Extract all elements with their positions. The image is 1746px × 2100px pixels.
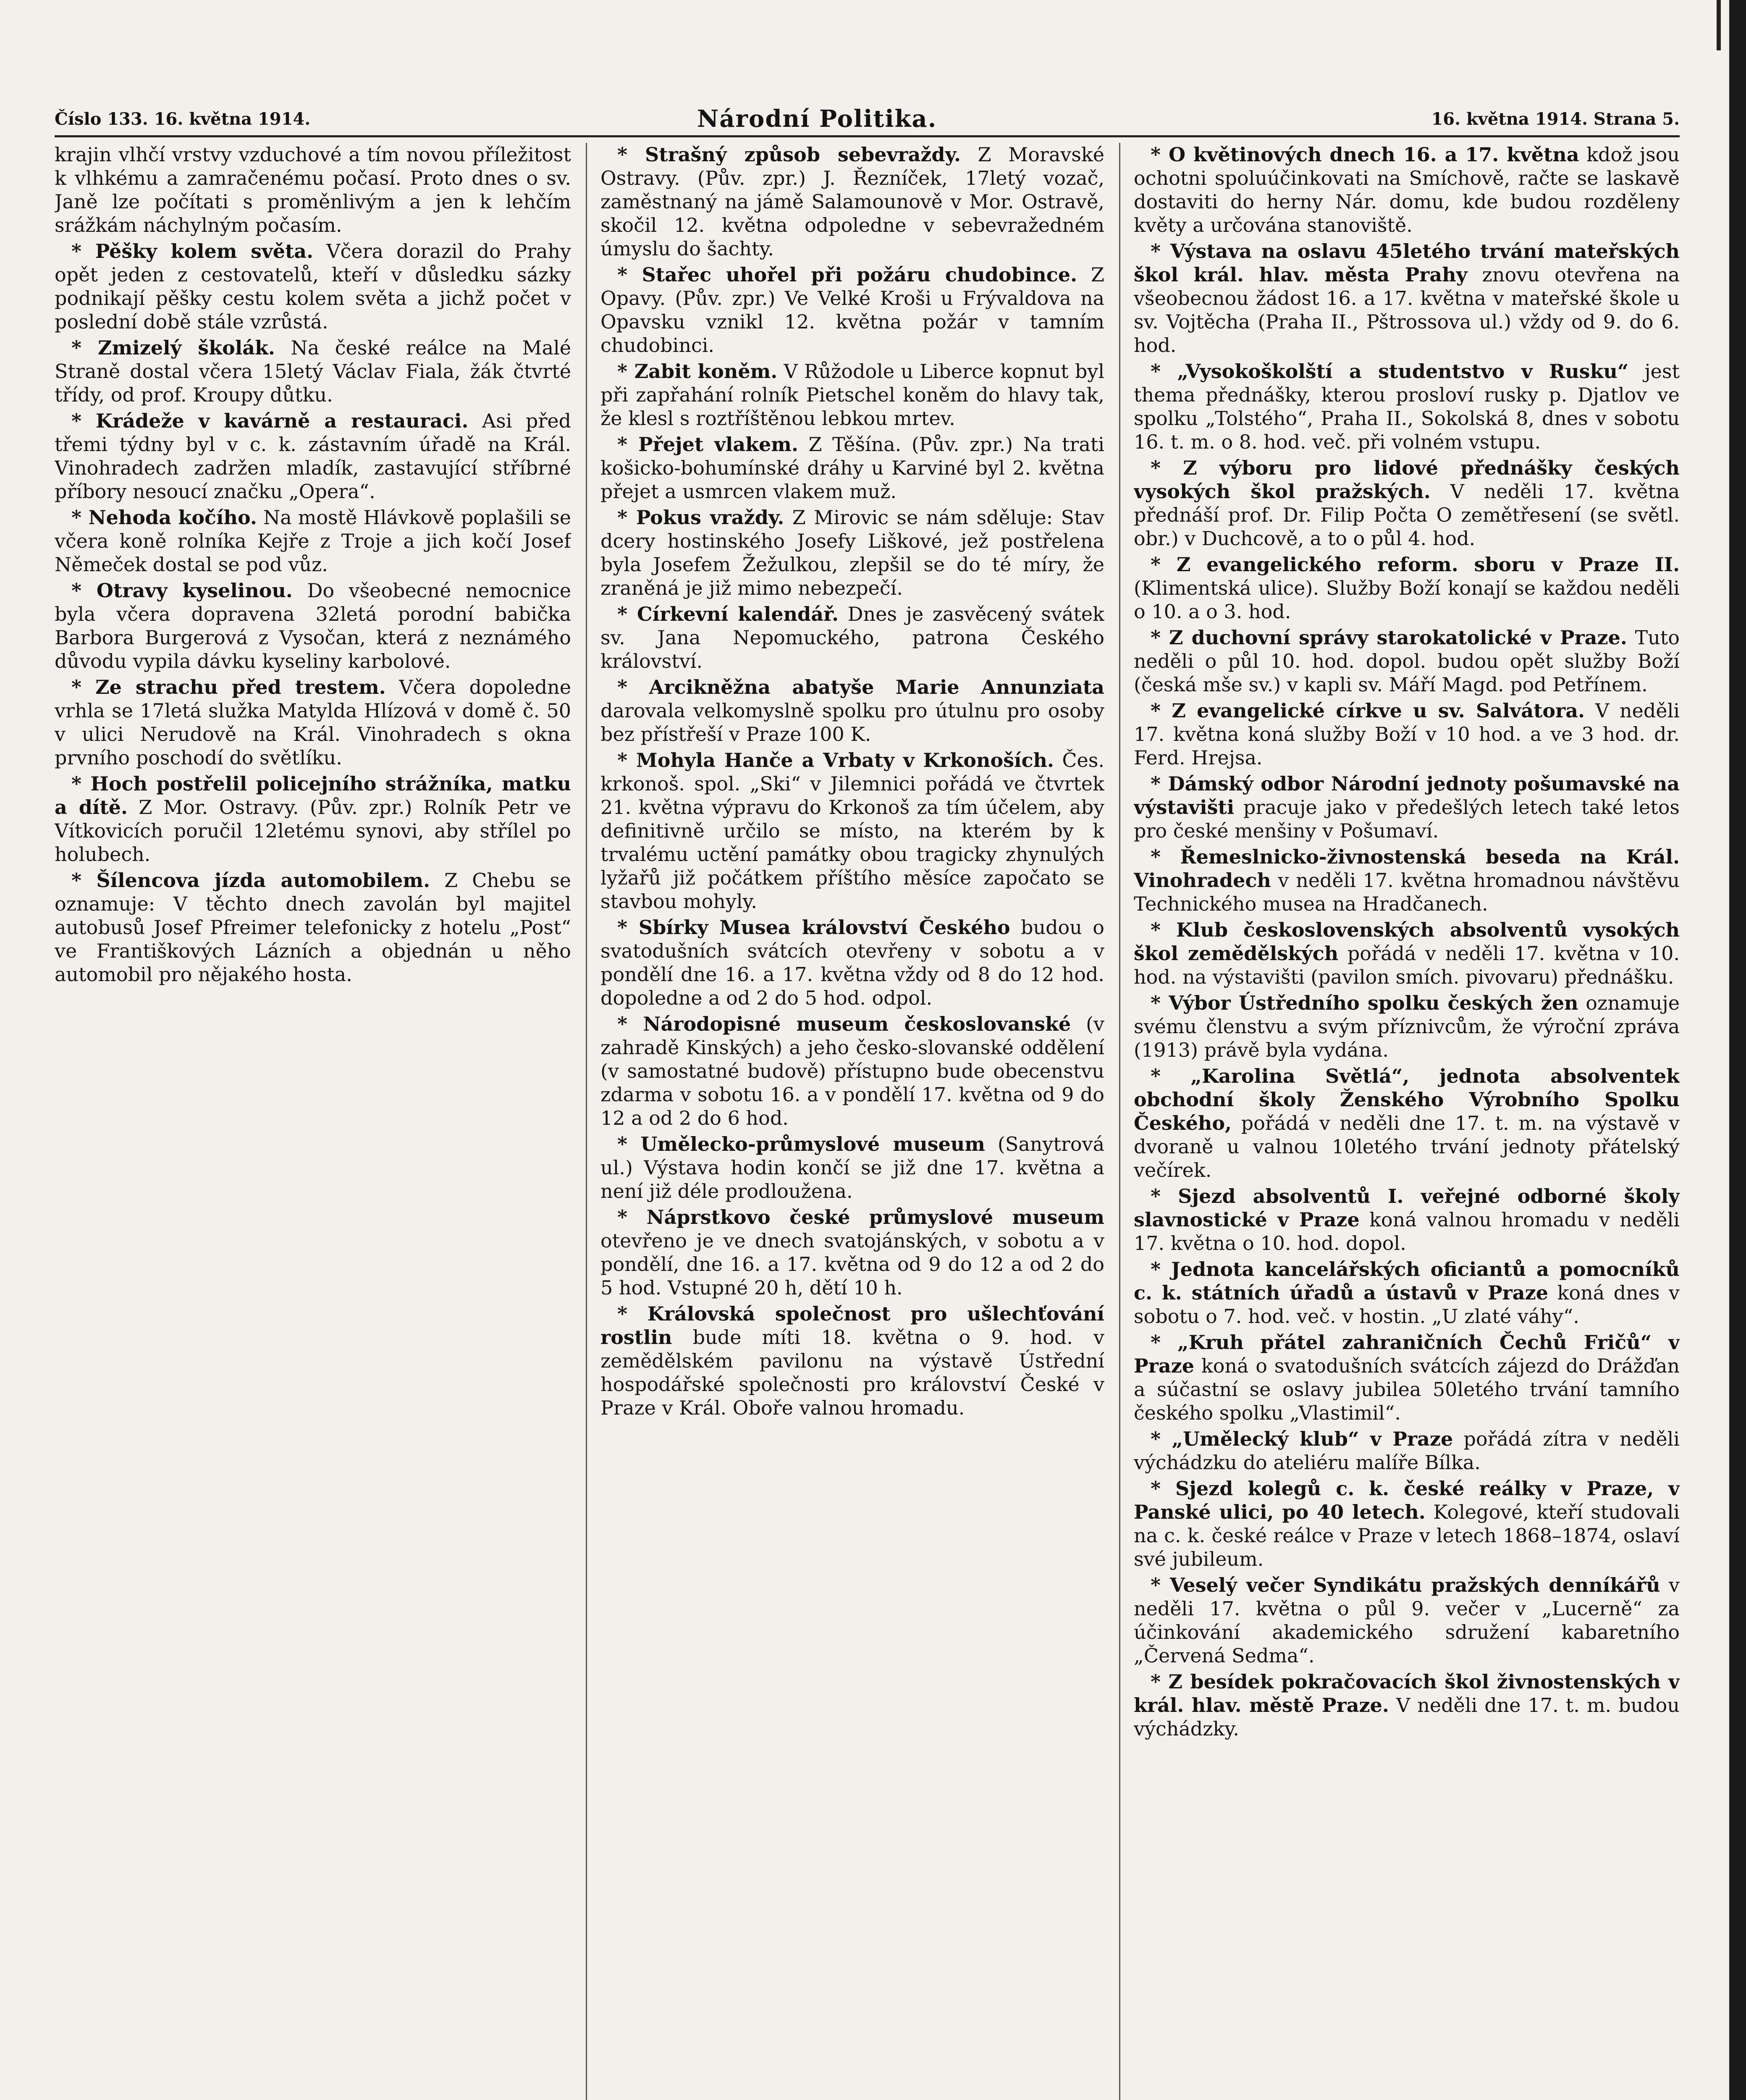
article-text: Z Mirovic se nám sděluje: Stav dcery hostinského Josefy Liškové, jež postřelena byla Josefem Žežulkou, zlepšil se do té míry, že zraněná je již mimo nebezpečí. [600, 506, 1104, 599]
article-title: * Krádeže v kavárně a restauraci. [71, 410, 469, 432]
article-text: v neděli 17. května o půl 9. večer v „Lucerně“ za účinkování akademického sdružení kabaretního „Červená Sedma“. [1134, 1574, 1680, 1667]
article-text: koná valnou hromadu v neděli 17. května o 10. hod. dopol. [1134, 1208, 1680, 1255]
article-text: V neděli 17. května přednáší prof. Dr. Filip Počta O zemětřesení (se světl. obr.) v Duchcově, a to o půl 4. hod. [1134, 480, 1680, 550]
article [600, 916, 1104, 1010]
article-title: * Výstava na oslavu 45letého trvání mateřských škol král. hlav. města Prahy [1134, 240, 1680, 286]
article [1134, 918, 1680, 989]
article-text: V neděli dne 17. t. m. budou výchádzky. [1134, 1694, 1680, 1740]
column-3 [1134, 143, 1680, 2100]
article-title: * Církevní kalendář. [617, 603, 839, 625]
article-text: koná dnes v sobotu o 7. hod. več. v hostin. „U zlaté váhy“. [1134, 1281, 1680, 1328]
article-text: pracuje jako v předešlých letech také letos pro české menšiny v Pošumaví. [1134, 796, 1680, 842]
article [600, 506, 1104, 600]
column-divider [586, 143, 587, 2100]
article-title: * Přejet vlakem. [617, 433, 798, 456]
column-2 [600, 143, 1104, 2100]
article-text: kdož jsou ochotni spoluúčinkovati na Smíchově, račte se laskavě dostaviti do herny Nár. domu, kde budou rozděleny květy a určována stanoviště. [1134, 143, 1680, 236]
article-title: * Šílencova jízda automobilem. [71, 869, 430, 892]
article-text: V Růžodole u Liberce kopnut byl při zapřahání rolník Pietschel koněm do hlavy tak, že klesl s roztříštěnou lebkou mrtev. [600, 360, 1104, 430]
article-title: * Řemeslnicko-živnostenská beseda na Král. Vinohradech [1134, 845, 1680, 892]
article [1134, 1477, 1680, 1571]
article [55, 869, 571, 986]
article [55, 143, 571, 237]
article-title: * Zabit koněm. [617, 360, 778, 383]
article [1134, 772, 1680, 843]
article [55, 506, 571, 576]
article [600, 433, 1104, 503]
article [1134, 1573, 1680, 1667]
article-text: krajin vlhčí vrstvy vzduchové a tím novou příležitost k vlhkému a zamračenému počasí. Proto dnes o sv. Janě lze počítati s proměnlivým a jen k lehčím srážkám náchylným počasím. [55, 143, 571, 236]
article-text: Na české reálce na Malé Straně dostal včera 15letý Václav Fiala, žák čtvrté třídy, od prof. Kroupy důtku. [55, 336, 571, 406]
article-title: * Sjezd kolegů c. k. české reálky v Praze, v Panské ulici, po 40 letech. [1134, 1477, 1680, 1523]
article [600, 360, 1104, 430]
issue-info: Číslo 133. 16. května 1914. [55, 109, 311, 129]
article-text: Tuto neděli o půl 10. hod. dopol. budou opět služby Boží (česká mše sv.) v kapli sv. Máří Magd. pod Petřínem. [1134, 626, 1680, 696]
article-text: darovala velkomyslně spolku pro útulnu pro osoby bez přístřeší v Praze 100 K. [600, 699, 1104, 746]
article [1134, 1331, 1680, 1425]
article [1134, 360, 1680, 454]
article-text: Čes. krkonoš. spol. „Ski“ v Jilemnici pořádá ve čtvrtek 21. května výpravu do Krkonoš za tím účelem, aby definitivně určilo se místo, na kterém by k trvalému uctění památky obou tragicky zhynulých lyžařů již počátkem příštího měsíce započato se stavbou mohyly. [600, 749, 1104, 913]
article-text: Z Mor. Ostravy. (Pův. zpr.) Rolník Petr ve Vítkovicích poručil 12letému synovi, aby střílel po holubech. [55, 796, 571, 866]
article-text: otevřeno je ve dnech svatojánských, v sobotu a v pondělí, dne 16. a 17. května od 9 do 12 a od 2 do 5 hod. Vstupné 20 h, dětí 10 h. [600, 1229, 1104, 1299]
article-text: Kolegové, kteří studovali na c. k. české reálce v Praze v letech 1868–1874, oslaví své jubileum. [1134, 1501, 1680, 1570]
article-title: * Sjezd absolventů I. veřejné odborné školy slavnostické v Praze [1134, 1185, 1680, 1231]
article-title: * Z výboru pro lidové přednášky českých vysokých škol pražských. [1134, 457, 1680, 503]
article-title: * Strašný způsob sebevraždy. [617, 143, 961, 166]
article [1134, 845, 1680, 916]
article-title: * „Vysokoškolští a studentstvo v Rusku“ [1151, 360, 1629, 383]
article-title: * Klub československých absolventů vysokých škol zemědělských [1134, 919, 1680, 965]
article [600, 1205, 1104, 1299]
article [600, 602, 1104, 673]
article-text: pořádá v neděli dne 17. t. m. na výstavě v dvoraně u valnou 10letého trvání jednoty přátelský večírek. [1134, 1112, 1680, 1181]
article-text: V neděli 17. května koná služby Boží v 10 hod. a ve 3 hod. dr. Ferd. Hrejsa. [1134, 699, 1680, 769]
article [55, 675, 571, 769]
article [1134, 456, 1680, 550]
article-text: Z Opavy. (Pův. zpr.) Ve Velké Kroši u Frývaldova na Opavsku vznikl 12. května požár v tamním chudobinci. [600, 263, 1104, 357]
article [600, 1302, 1104, 1420]
article [600, 675, 1104, 746]
article [1134, 1427, 1680, 1474]
article-text: Asi před třemi týdny byl v c. k. zástavním úřadě na Král. Vinohradech zadržen mladík, zastavující stříbrné příbory nesoucí značku „Opera“. [55, 410, 571, 503]
article-text: (Klimentská ulice). Služby Boží konají se každou neděli o 10. a o 3. hod. [1134, 577, 1680, 623]
article [1134, 143, 1680, 237]
article-title: * Ze strachu před trestem. [71, 676, 386, 698]
article-text: v neděli 17. května hromadnou návštěvu Technického musea na Hradčanech. [1134, 869, 1680, 915]
article-title: * Národopisné museum českoslovanské [617, 1013, 1071, 1035]
newspaper-title: Národní Politika. [697, 105, 937, 133]
article-title: * Mohyla Hanče a Vrbaty v Krkonoších. [617, 749, 1054, 772]
article [600, 263, 1104, 357]
article-text: Včera dopoledne vrhla se 17letá služka Matylda Hlízová v domě č. 50 v ulici Nerudově na Král. Vinohradech s okna prvního poschodí do světlíku. [55, 676, 571, 769]
article-text: znovu otevřena na všeobecnou žádost 16. a 17. května v mateřské škole u sv. Vojtěcha (Praha II., Pštrossova ul.) vždy od 9. do 6. hod. [1134, 263, 1680, 357]
article [1134, 1064, 1680, 1182]
article-title: * Sbírky Musea království Českého [617, 916, 1010, 939]
article [55, 239, 571, 333]
article-text: Na mostě Hlávkově poplašili se včera koně rolníka Kejře z Troje a jich kočí Josef Němeček dostal se pod vůz. [55, 506, 571, 576]
article-title: * Náprstkovo české průmyslové museum [617, 1206, 1104, 1228]
header-rule [55, 135, 1680, 137]
edge-mark [1717, 0, 1721, 50]
article [1134, 239, 1680, 357]
article-title: * Pěšky kolem světa. [71, 240, 314, 262]
column-1 [55, 143, 571, 2100]
article-text: Z Chebu se oznamuje: V těchto dnech zavolán byl majitel autobusů Josef Pfreimer telefonicky z hotelu „Post“ ve Františkových Lázních a objednán u něho automobil pro nějakého hosta. [55, 869, 571, 986]
article-title: * Jednota kancelářských oficiantů a pomocníků c. k. státních úřadů a ústavů v Praze [1134, 1258, 1680, 1304]
article-title: * Z duchovní správy starokatolické v Praze. [1151, 626, 1627, 649]
article-title: * Umělecko-průmyslové museum [617, 1133, 985, 1155]
article-title: * Výbor Ústředního spolku českých žen [1151, 992, 1578, 1014]
article [1134, 699, 1680, 769]
article [600, 143, 1104, 260]
article-text: Z Moravské Ostravy. (Pův. zpr.) J. Řezníček, 17letý vozač, zaměstnaný na jámě Salamounově v Mor. Ostravě, skočil 12. května odpoledne v sebevražedném úmyslu do šachty. [600, 143, 1104, 260]
article-text: oznamuje svému členstvu a svým příznivcům, že výroční zpráva (1913) právě byla vydána. [1134, 992, 1680, 1061]
article-title: * Hoch postřelil policejního strážníka, matku a dítě. [55, 772, 571, 819]
article [1134, 1257, 1680, 1328]
article-title: * Arcikněžna abatyše Marie Annunziata [617, 676, 1104, 698]
article [1134, 1184, 1680, 1255]
article-text: pořádá v neděli 17. května v 10. hod. na výstavišti (pavilon smích. pivovaru) přednášku. [1134, 942, 1680, 988]
article-title: * Dámský odbor Národní jednoty pošumavské na výstavišti [1134, 772, 1680, 819]
article-text: koná o svatodušních svátcích zájezd do Drážďan a súčastní se oslavy jubilea 50letého trvání tamního českého spolku „Vlastimil“. [1134, 1354, 1680, 1424]
article [600, 748, 1104, 913]
article-text: pořádá zítra v neděli výchádzku do ateliéru malíře Bílka. [1134, 1428, 1680, 1474]
article-title: * Královská společnost pro ušlechťování rostlin [600, 1302, 1104, 1349]
article-title: * Zmizelý školák. [71, 336, 275, 359]
article [55, 579, 571, 673]
article-title: * „Kruh přátel zahraničních Čechů Fričů“ v Praze [1134, 1331, 1680, 1377]
article [1134, 991, 1680, 1062]
article-title: * O květinových dnech 16. a 17. května [1151, 143, 1579, 166]
date-page-info: 16. května 1914. Strana 5. [1431, 109, 1680, 129]
column-divider [1119, 143, 1120, 2100]
article [55, 409, 571, 503]
article [1134, 626, 1680, 696]
page-edge-shadow [1729, 0, 1746, 2100]
article [1134, 553, 1680, 623]
article [55, 772, 571, 866]
article-text: jest thema přednášky, kterou prosloví rusky p. Djatlov ve spolku „Tolstého“, Praha II., Sokolská 8, dnes v sobotu 16. t. m. o 8. hod. več. při volném vstupu. [1134, 360, 1680, 453]
article-title: * Pokus vraždy. [617, 506, 784, 529]
article-text: Dnes je zasvěcený svátek sv. Jana Nepomuckého, patrona Českého království. [600, 603, 1104, 672]
article-text: (Sanytrová ul.) Výstava hodin končí se již dne 17. května a není již déle prodloužena. [600, 1133, 1104, 1202]
article-text: (v zahradě Kinských) a jeho česko-slovanské oddělení (v samostatné budově) přístupno bude obecenstvu zdarma v sobotu 16. a v pondělí 17. května od 9 do 12 a od 2 do 6 hod. [600, 1013, 1104, 1129]
article-title: * Z evangelického reform. sboru v Praze II. [1151, 553, 1680, 576]
article-title: * Z evangelické církve u sv. Salvátora. [1151, 699, 1585, 722]
article [600, 1132, 1104, 1203]
article-title: * „Umělecký klub“ v Praze [1151, 1428, 1453, 1450]
article-text: budou o svatodušních svátcích otevřeny v sobotu a v pondělí dne 16. a 17. května vždy od 8 do 12 hod. dopoledne a od 2 do 5 hod. odpol. [600, 916, 1104, 1009]
article [55, 336, 571, 407]
article-title: * „Karolina Světlá“, jednota absolventek obchodní školy Ženského Výrobního Spolku Českého, [1134, 1065, 1680, 1134]
article-text: Z Těšína. (Pův. zpr.) Na trati košicko-bohumínské dráhy u Karviné byl 2. května přejet a usmrcen vlakem muž. [600, 433, 1104, 503]
article [600, 1012, 1104, 1130]
page-header [55, 101, 1680, 139]
article-text: bude míti 18. května o 9. hod. v zemědělském pavilonu na výstavě Ústřední hospodářské společnosti pro království České v Praze v Král. Oboře valnou hromadu. [600, 1326, 1104, 1419]
article-title: * Stařec uhořel při požáru chudobince. [617, 263, 1077, 286]
article-title: * Otravy kyselinou. [71, 579, 293, 602]
article-title: * Z besídek pokračovacích škol živnostenských v král. hlav. městě Praze. [1134, 1670, 1680, 1717]
article-title: * Veselý večer Syndikátu pražských denníkářů [1151, 1574, 1660, 1596]
article [1134, 1670, 1680, 1740]
article-text: Do všeobecné nemocnice byla včera dopravena 32letá porodní babička Barbora Burgerová z Vysočan, která z neznámého důvodu vypila dávku kyseliny karbolové. [55, 579, 571, 672]
article-text: Včera dorazil do Prahy opět jeden z cestovatelů, kteří v důsledku sázky podnikají pěšky cestu kolem světa a jichž počet v poslední době stále vzrůstá. [55, 240, 571, 333]
article-title: * Nehoda kočího. [71, 506, 257, 529]
